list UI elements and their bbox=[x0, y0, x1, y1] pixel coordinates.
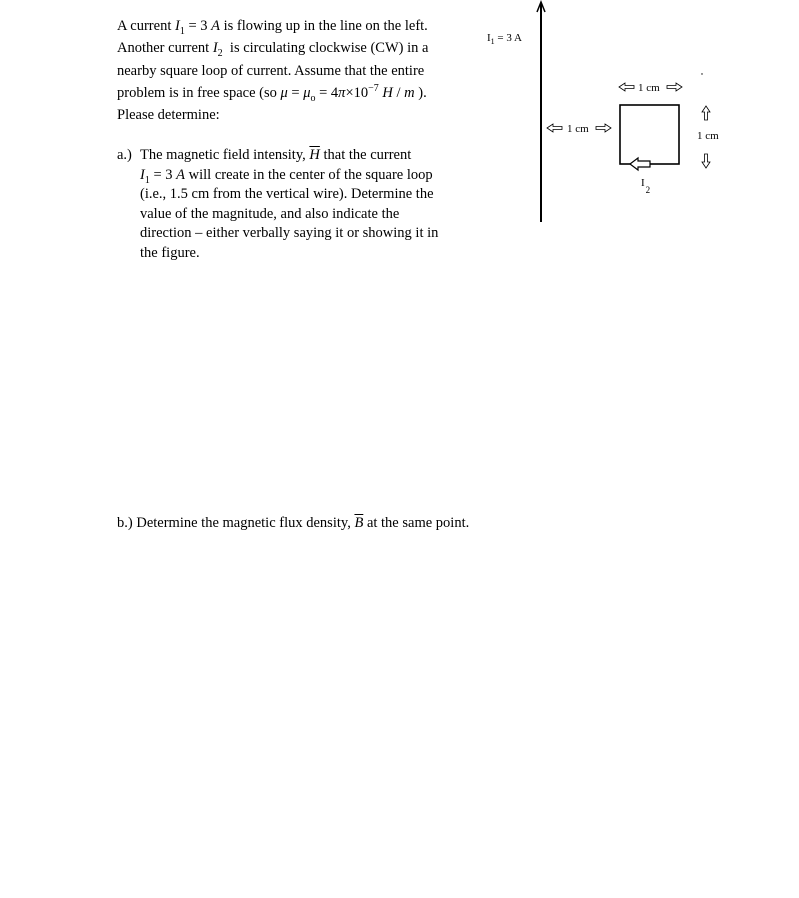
question-a-line-1: The magnetic field intensity, $\overline{H}$ that the current bbox=[140, 147, 412, 163]
question-a-label: a.) bbox=[117, 147, 132, 163]
gap-dimension-label: 1 cm bbox=[567, 123, 589, 135]
question-a-line-5: direction – either verbally saying it or showing it in bbox=[140, 225, 439, 241]
width-right-arrow-icon bbox=[667, 83, 682, 91]
intro-line-5: Please determine: bbox=[117, 107, 220, 124]
loop-width-label: 1 cm bbox=[638, 82, 660, 94]
question-a-line-6: the figure. bbox=[140, 244, 200, 261]
gap-right-arrow-icon bbox=[596, 124, 611, 132]
intro-line-2: Another current $I_2$ is circulating clockwise (CW) in a bbox=[117, 40, 429, 60]
width-left-arrow-icon bbox=[619, 83, 634, 91]
loop-current-label: $I_2$ bbox=[641, 177, 651, 195]
question-a-line-4: value of the magnitude, and also indicate the bbox=[140, 205, 400, 222]
height-down-arrow-icon bbox=[702, 154, 710, 168]
loop-height-label: 1 cm bbox=[697, 130, 719, 142]
question-b: b.) Determine the magnetic flux density, $\overline{B}$ at the same point. bbox=[117, 515, 470, 531]
intro-line-4: problem is in free space (so $\mu = \mu_o = 4\pi\times 10^{-7}$ H / m ). bbox=[117, 83, 427, 104]
square-loop bbox=[620, 105, 679, 164]
stray-dot bbox=[701, 73, 702, 74]
intro-line-1: A current $I_1 = 3$ A is flowing up in the line on the left. bbox=[117, 18, 428, 37]
height-up-arrow-icon bbox=[702, 106, 710, 120]
wire-current-label: $I_1 = 3$ A bbox=[487, 32, 522, 46]
question-b-label: b.) bbox=[117, 515, 133, 531]
intro-line-3: nearby square loop of current. Assume that the entire bbox=[117, 62, 425, 79]
question-a-line-3: (i.e., 1.5 cm from the vertical wire). Determine the bbox=[140, 186, 434, 202]
question-a-line-2: $I_1 = 3$ A will create in the center of the square loop bbox=[140, 166, 433, 186]
loop-current-arrow-icon bbox=[630, 158, 650, 170]
gap-left-arrow-icon bbox=[547, 124, 562, 132]
